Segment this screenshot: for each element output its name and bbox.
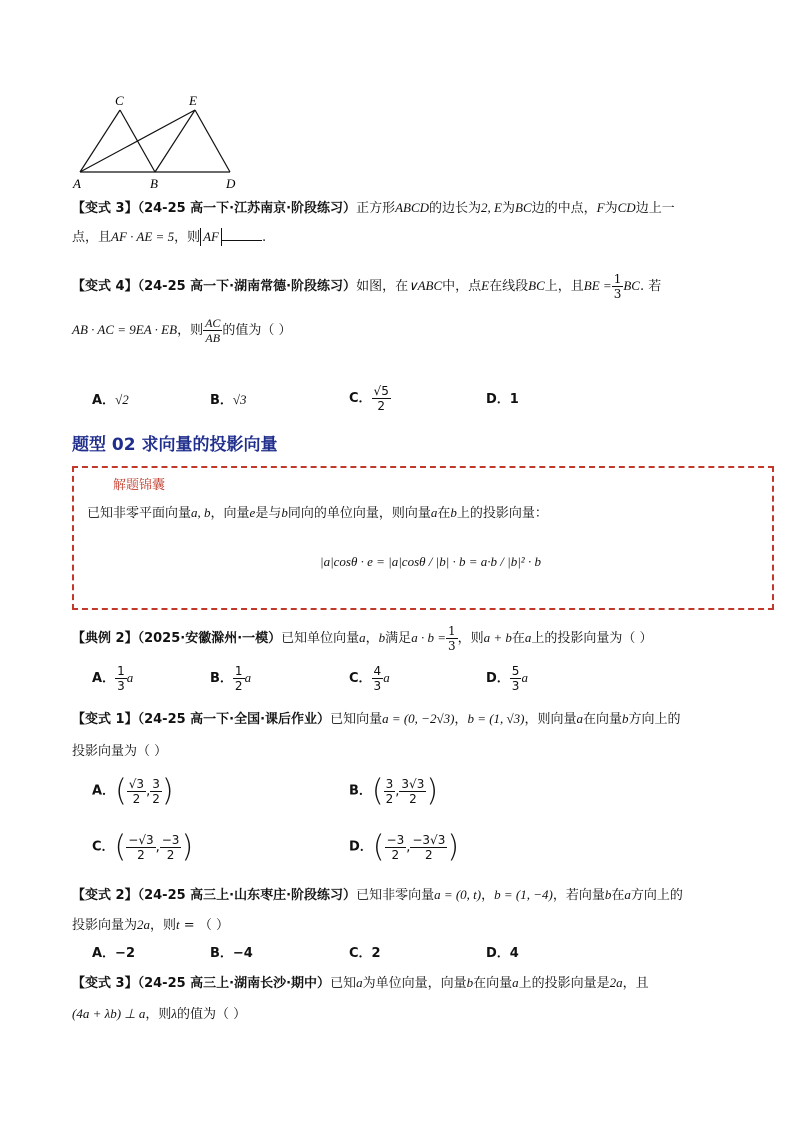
variant3a-line1: 【变式 3】（24-25 高一下·江苏南京·阶段练习）正方形ABCD的边长为2, E为BC边的中点，F为CD边上一 bbox=[72, 200, 675, 216]
variant2-option-b[interactable]: B．−4 bbox=[210, 946, 253, 961]
example2-line1: 【典例 2】（2025·安徽滁州·一模）已知单位向量a，b满足a · b = $\frac{1}{3}$ ，则a + b在a上的投影向量为（ ） bbox=[72, 624, 653, 653]
answer-blank bbox=[222, 228, 262, 241]
variant1-option-d[interactable]: D．( $\frac{-3}{2}$ , $\frac{-3√3}{2}$ ) bbox=[349, 829, 460, 864]
label-d: D bbox=[226, 176, 236, 191]
variant2-option-a[interactable]: A．−2 bbox=[92, 946, 135, 961]
variant4a-option-c[interactable]: C． $\frac{√5}{2}$ bbox=[349, 384, 389, 413]
variant4a-line2: AB · AC = 9EA · EB，则 $\frac{AC}{AB}$ 的值为（ ） bbox=[72, 316, 292, 345]
label-a: A bbox=[73, 176, 81, 191]
tips-formula: |a|cosθ · e = |a|cosθ / |b| · b = a·b / |b|² · b bbox=[320, 554, 541, 569]
variant4a-option-a[interactable]: A．√2 bbox=[92, 392, 129, 408]
tips-line1: 已知非零平面向量a, b，向量e是与b同向的单位向量，则向量a在b上的投影向量： bbox=[87, 505, 548, 521]
example2-option-d[interactable]: D． $\frac{5}{3}$ a bbox=[486, 664, 528, 693]
variant3b-line2: (4a + λb) ⊥ a，则λ的值为（ ） bbox=[72, 1006, 247, 1022]
variant1-option-b[interactable]: B．( $\frac{3}{2}$ , $\frac{3√3}{2}$ ) bbox=[349, 773, 439, 808]
label-c: C bbox=[115, 93, 124, 108]
label-e: E bbox=[189, 93, 197, 108]
section-title: 题型 02 求向量的投影向量 bbox=[72, 435, 278, 455]
variant1-line2: 投影向量为（ ） bbox=[72, 744, 168, 759]
variant1-line1: 【变式 1】（24-25 高一下·全国·课后作业）已知向量a = (0, −2√3)，b = (1, √3)，则向量a在向量b方向上的 bbox=[72, 711, 681, 727]
variant2-line1: 【变式 2】（24-25 高三上·山东枣庄·阶段练习）已知非零向量a = (0, t)，b = (1, −4)，若向量b在a方向上的 bbox=[72, 887, 683, 903]
label-b: B bbox=[150, 176, 158, 191]
variant4a-option-b[interactable]: B．√3 bbox=[210, 392, 247, 408]
variant2-option-c[interactable]: C．2 bbox=[349, 946, 381, 961]
variant3b-line1: 【变式 3】（24-25 高三上·湖南长沙·期中）已知a为单位向量，向量b在向量a上的投影向量是2a，且 bbox=[72, 975, 649, 991]
variant1-option-c[interactable]: C．( $\frac{-√3}{2}$ , $\frac{-3}{2}$ ) bbox=[92, 829, 194, 864]
variant3a-line2: 点，且AF · AE = 5，则 AF . bbox=[72, 229, 267, 245]
example2-option-a[interactable]: A． $\frac{1}{3}$ a bbox=[92, 664, 134, 693]
example2-option-c[interactable]: C． $\frac{4}{3}$ a bbox=[349, 664, 390, 693]
triangle-figure bbox=[70, 92, 250, 192]
tips-title: 解题锦囊 bbox=[113, 478, 166, 493]
variant2-line2: 投影向量为2a，则t = （ ） bbox=[72, 917, 229, 933]
tips-box bbox=[72, 466, 774, 610]
variant4a-option-d[interactable]: D．1 bbox=[486, 392, 519, 407]
example2-option-b[interactable]: B． $\frac{1}{2}$ a bbox=[210, 664, 252, 693]
variant2-option-d[interactable]: D．4 bbox=[486, 946, 519, 961]
variant4a-line1: 【变式 4】（24-25 高一下·湖南常德·阶段练习）如图，在∨ABC中，点E在线段BC上，且BE = $\frac{1}{3}$ BC. 若 bbox=[72, 272, 662, 301]
variant1-option-a[interactable]: A．( $\frac{√3}{2}$ , $\frac{3}{2}$ ) bbox=[92, 773, 174, 808]
